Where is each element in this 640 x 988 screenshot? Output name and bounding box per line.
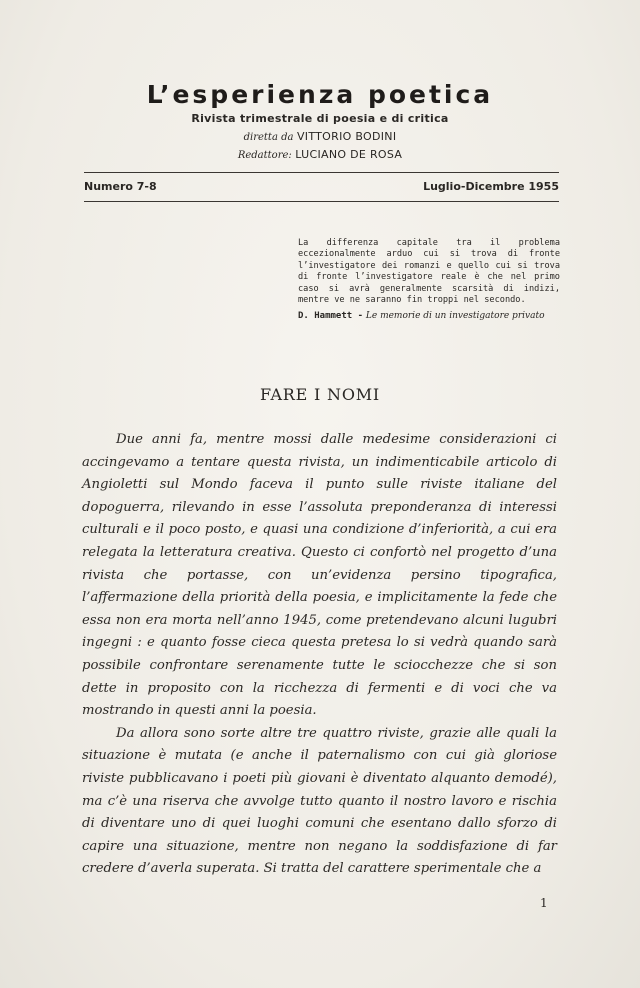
- director-role: diretta da: [243, 132, 294, 143]
- epigraph-attribution: [298, 311, 560, 323]
- editor-role: Redattore:: [237, 150, 292, 161]
- issue-number: Numero 7-8: [84, 180, 157, 193]
- issue-date: Luglio-Dicembre 1955: [423, 180, 559, 193]
- article-heading: FARE I NOMI: [259, 385, 381, 404]
- page-number: 1: [540, 896, 548, 910]
- director-name: VITTORIO BODINI: [296, 130, 397, 143]
- article-paragraph-2: Da allora sono sorte altre tre quattro riviste, grazie alle quali la situazione è mutata (e anche il paternalismo con cui già gloriose riviste pubblicavano i poeti più giovani è diventato alquanto demodé), ma c’è una riserva che avvolge tutto quanto il nostro lavoro e rischia di diventare uno di quei luoghi comuni che esentano dallo sforzo di capire una situazione, mentre non negano la soddisfazione di far credere d’averla superata. Si tratta del carattere sperimentale che a: [82, 725, 557, 877]
- article-body: [82, 429, 557, 881]
- epigraph-work: Le memorie di un investigatore privato: [365, 311, 545, 321]
- journal-title: L’esperienza poetica: [146, 80, 494, 109]
- bottom-divider: [84, 201, 559, 202]
- editor-line: [0, 148, 640, 161]
- epigraph-text: La differenza capitale tra il problema eccezionalmente arduo cui si trova di fronte l’investigatore dei romanzi e quello cui si trova di fronte l’investigatore reale è che nel primo caso si avrà generalmente scarsità di indizi, mentre ve ne saranno fin troppi nel secondo.: [298, 238, 560, 306]
- journal-subtitle: Rivista trimestrale di poesia e di critica: [191, 112, 449, 125]
- director-line: [0, 130, 640, 143]
- epigraph-author: D. Hammett -: [298, 311, 364, 321]
- article-paragraph-1: Due anni fa, mentre mossi dalle medesime considerazioni ci accingevamo a tentare questa rivista, un indimenticabile articolo di Angioletti sul Mondo faceva il punto sulle riviste italiane del dopoguerra, rilevando in esse l’assoluta preponderanza di interessi culturali e il poco posto, e quasi una condizione d’inferiorità, a cui era relegata la letteratura creativa. Questo ci confortò nel progetto d’una rivista che portasse, con un’evidenza persino tipografica, l’affermazione della priorità della poesia, e implicitamente la fede che essa non era morta nell’anno 1945, come pretendevano alcuni lugubri ingegni : e quanto fosse cieca questa pretesa lo si vedrà quando sarà possibile confrontare serenamente tutte le sciocchezze che si son dette in proposito con la ricchezza di fermenti e di voci che va mostrando in questi anni la poesia.: [82, 432, 557, 719]
- top-divider: [84, 172, 559, 173]
- editor-name: LUCIANO DE ROSA: [295, 148, 403, 161]
- issue-info: [84, 180, 559, 193]
